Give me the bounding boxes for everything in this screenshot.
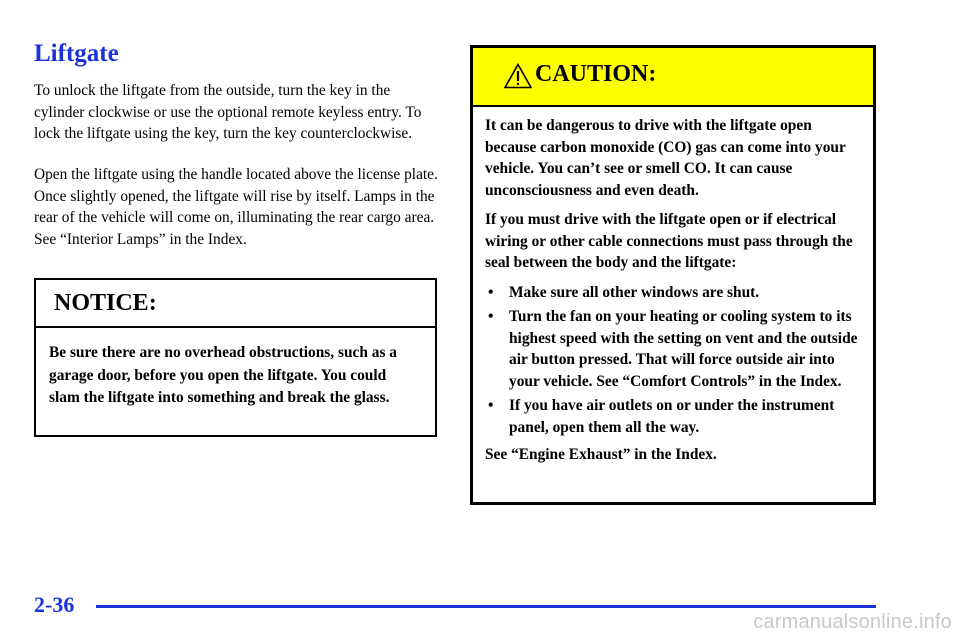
warning-triangle-icon xyxy=(504,63,532,89)
caution-box xyxy=(470,45,876,505)
page-title: Liftgate xyxy=(34,40,119,67)
caution-bullet-list xyxy=(485,282,863,439)
caution-footer: See “Engine Exhaust” in the Index. xyxy=(485,446,717,463)
list-item xyxy=(485,395,863,438)
caution-body xyxy=(473,107,873,466)
caution-paragraph: It can be dangerous to drive with the liftgate open because carbon monoxide (CO) gas can come into your vehicle. You can’t see or smell CO. It can cause unconsciousness and even death. xyxy=(485,117,846,199)
list-item xyxy=(485,306,863,392)
caution-header xyxy=(473,48,873,107)
list-item xyxy=(485,282,863,304)
watermark: carmanualsonline.info xyxy=(753,611,952,633)
body-paragraph-open: Open the liftgate using the handle located above the license plate. Once slightly opened, the liftgate will rise by itself. Lamps in the rear of the vehicle will come on, illuminating the rear cargo area. See “Interior Lamps” in the Index. xyxy=(34,166,438,248)
caution-title: CAUTION: xyxy=(535,61,657,87)
caution-paragraph: If you must drive with the liftgate open or if electrical wiring or other cable connections must pass through the seal between the body and the liftgate: xyxy=(485,211,853,271)
list-item-text: Make sure all other windows are shut. xyxy=(509,283,760,301)
notice-box xyxy=(34,278,437,437)
footer-rule xyxy=(96,605,876,608)
notice-body: Be sure there are no overhead obstructions, such as a garage door, before you open the liftgate. You could slam the liftgate into something and break the glass. xyxy=(49,344,397,406)
list-item-text: If you have air outlets on or under the instrument panel, open them all the way. xyxy=(509,397,835,436)
bullet-icon: • xyxy=(488,308,494,325)
body-paragraph-unlock: To unlock the liftgate from the outside, turn the key in the cylinder clockwise or use the optional remote keyless entry. To lock the liftgate using the key, turn the key counterclockwise. xyxy=(34,82,422,142)
page-number: 2-36 xyxy=(34,592,75,617)
bullet-icon: • xyxy=(488,283,494,301)
notice-header xyxy=(36,280,435,328)
notice-title: NOTICE: xyxy=(54,289,157,316)
list-item-text: Turn the fan on your heating or cooling system to its highest speed with the setting on vent and the outside air button pressed. That will force outside air into your vehicle. See “Comfort Controls” in the Index. xyxy=(509,308,858,390)
bullet-icon: • xyxy=(488,397,494,414)
